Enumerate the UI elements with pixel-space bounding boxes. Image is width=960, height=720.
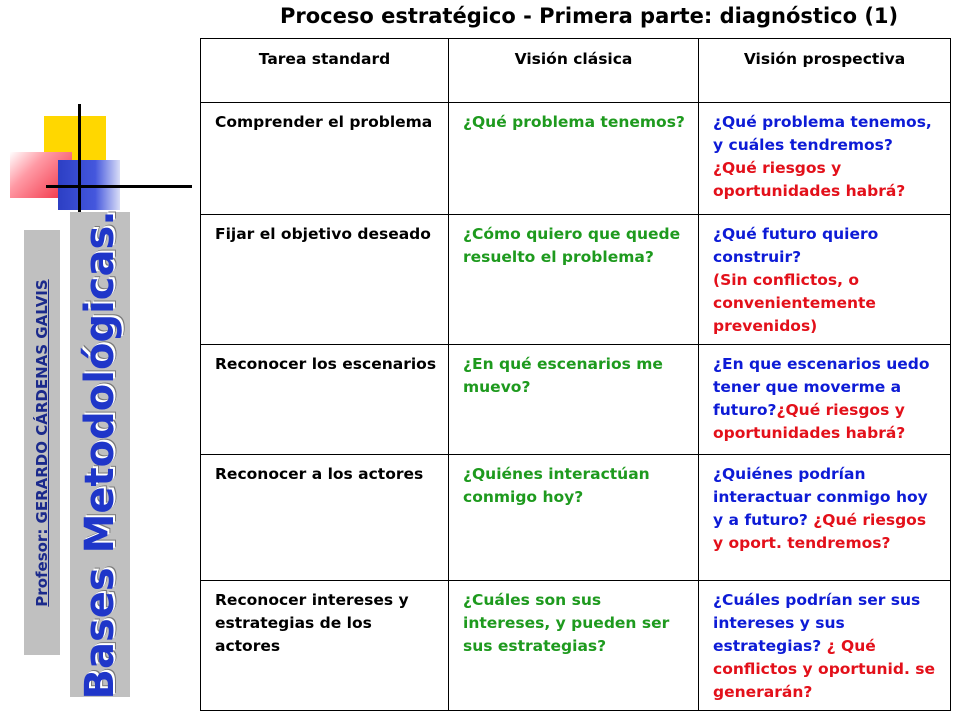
prospective-red-text: (Sin conflictos, o convenientemente prevenidos) (713, 271, 876, 335)
task-cell (201, 215, 449, 345)
task-cell (201, 103, 449, 215)
subject-title-band (70, 209, 130, 700)
subject-title: Bases Metodológicas. (77, 209, 123, 700)
prospective-red-text: ¿Qué riesgos y oport. tendremos? (713, 511, 927, 552)
decor-horizontal-line (46, 185, 192, 188)
prospective-cell (699, 345, 951, 455)
prospective-cell (699, 215, 951, 345)
professor-label-band (24, 230, 60, 655)
classic-text: ¿Cuáles son sus intereses, y pueden ser sus estrategias? (463, 591, 670, 655)
prospective-red-text: ¿Qué riesgos y oportunidades habrá? (713, 159, 906, 200)
prospective-cell (699, 455, 951, 581)
prospective-blue-text: ¿Quiénes podrían interactuar conmigo hoy y a futuro? (713, 465, 928, 529)
classic-cell (449, 215, 699, 345)
task-text: Comprender el problema (215, 113, 433, 131)
classic-text: ¿Qué problema tenemos? (463, 113, 685, 131)
prospective-cell (699, 103, 951, 215)
classic-text: ¿En qué escenarios me muevo? (463, 355, 663, 396)
prospective-blue-text: ¿Cuáles podrían ser sus intereses y sus estrategias? (713, 591, 921, 655)
task-cell (201, 345, 449, 455)
prospective-red-text: ¿ Qué conflictos y oportunid. se generarán? (713, 637, 935, 701)
strategy-table (200, 38, 951, 711)
header-task: Tarea standard (201, 39, 449, 103)
task-text: Fijar el objetivo deseado (215, 225, 431, 243)
task-text: Reconocer intereses y estrategias de los actores (215, 591, 409, 655)
table-row (201, 455, 951, 581)
prospective-blue-text: ¿Qué problema tenemos, y cuáles tendremos? (713, 113, 932, 154)
table-row (201, 103, 951, 215)
prospective-blue-text: ¿En que escenarios uedo tener que moverme a futuro? (713, 355, 930, 419)
slide-title: Proceso estratégico - Primera parte: diagnóstico (1) (280, 4, 899, 28)
table-row (201, 581, 951, 711)
classic-cell (449, 581, 699, 711)
prospective-cell (699, 581, 951, 711)
header-prospective: Visión prospectiva (699, 39, 951, 103)
header-classic: Visión clásica (449, 39, 699, 103)
classic-cell (449, 345, 699, 455)
decor-vertical-line (78, 104, 81, 216)
prospective-blue-text: ¿Qué futuro quiero construir? (713, 225, 879, 266)
table-header-row (201, 39, 951, 103)
task-cell (201, 581, 449, 711)
classic-text: ¿Cómo quiero que quede resuelto el problema? (463, 225, 681, 266)
task-text: Reconocer los escenarios (215, 355, 437, 373)
table-row (201, 345, 951, 455)
prospective-red-text: ¿Qué riesgos y oportunidades habrá? (713, 401, 906, 442)
table-row (201, 215, 951, 345)
professor-label: Profesor: GERARDO CÁRDENAS GALVIS (33, 278, 51, 607)
classic-cell (449, 455, 699, 581)
classic-cell (449, 103, 699, 215)
classic-text: ¿Quiénes interactúan conmigo hoy? (463, 465, 650, 506)
task-cell (201, 455, 449, 581)
task-text: Reconocer a los actores (215, 465, 424, 483)
